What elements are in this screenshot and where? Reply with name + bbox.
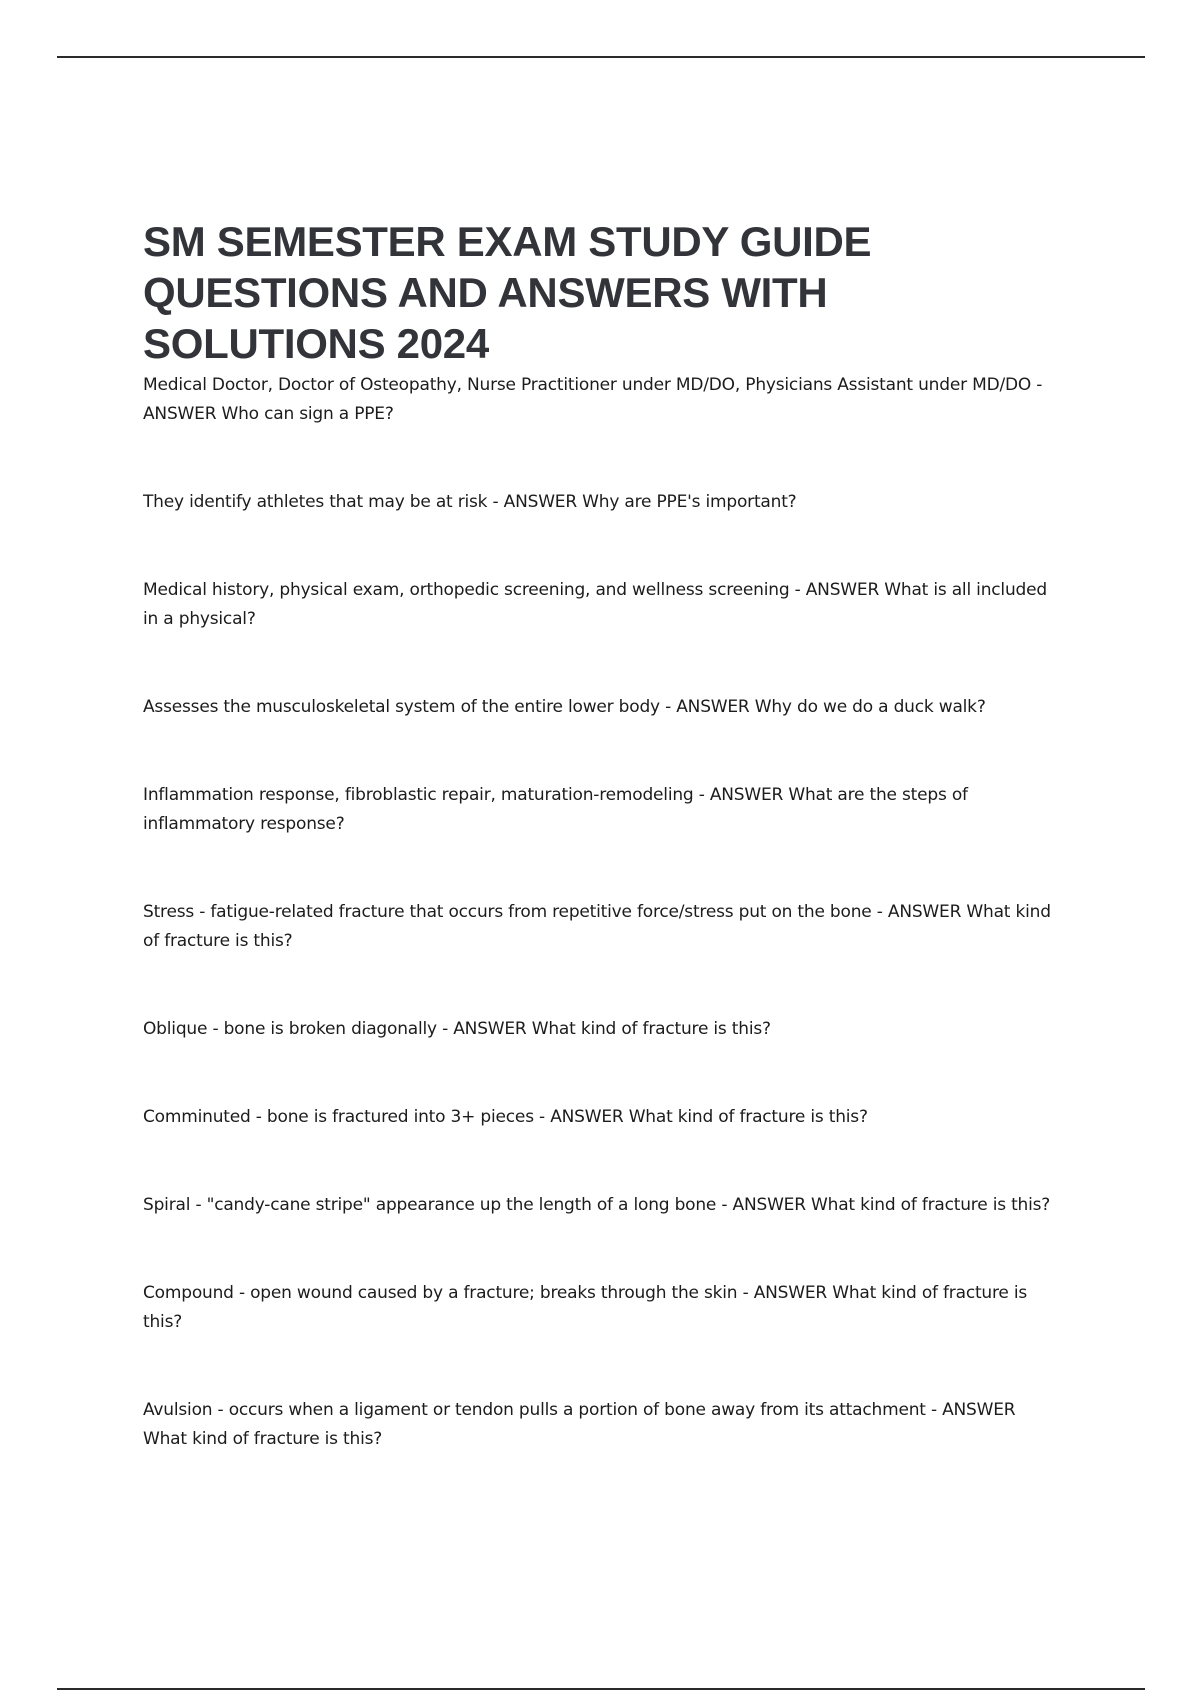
document-title [143,216,1063,369]
qa-item: Avulsion - occurs when a ligament or tendon pulls a portion of bone away from its attachment - ANSWER What kind of fracture is this? [143,1400,1016,1449]
qa-item: Oblique - bone is broken diagonally - ANSWER What kind of fracture is this? [143,1019,771,1039]
qa-item: They identify athletes that may be at risk - ANSWER Why are PPE's important? [143,492,797,512]
qa-item: Medical history, physical exam, orthopedic screening, and wellness screening - ANSWER What is all included in a physical? [143,580,1047,629]
qa-item: Assesses the musculoskeletal system of the entire lower body - ANSWER Why do we do a duck walk? [143,697,986,717]
title-line: QUESTIONS AND ANSWERS WITH [143,269,828,316]
qa-item: Inflammation response, fibroblastic repair, maturation-remodeling - ANSWER What are the steps of inflammatory response? [143,785,968,834]
bottom-divider [57,1688,1145,1690]
qa-item: Compound - open wound caused by a fracture; breaks through the skin - ANSWER What kind of fracture is this? [143,1283,1028,1332]
title-line: SOLUTIONS 2024 [143,320,489,367]
qa-item: Medical Doctor, Doctor of Osteopathy, Nurse Practitioner under MD/DO, Physicians Assistant under MD/DO - ANSWER Who can sign a PPE? [143,375,1043,424]
qa-item: Comminuted - bone is fractured into 3+ pieces - ANSWER What kind of fracture is this? [143,1107,868,1127]
qa-list [143,371,1063,1454]
qa-item: Spiral - "candy-cane stripe" appearance up the length of a long bone - ANSWER What kind of fracture is this? [143,1195,1051,1215]
document-body [143,216,1063,1454]
top-divider [57,56,1145,58]
title-line: SM SEMESTER EXAM STUDY GUIDE [143,218,872,265]
qa-item: Stress - fatigue-related fracture that occurs from repetitive force/stress put on the bone - ANSWER What kind of fracture is this? [143,902,1051,951]
